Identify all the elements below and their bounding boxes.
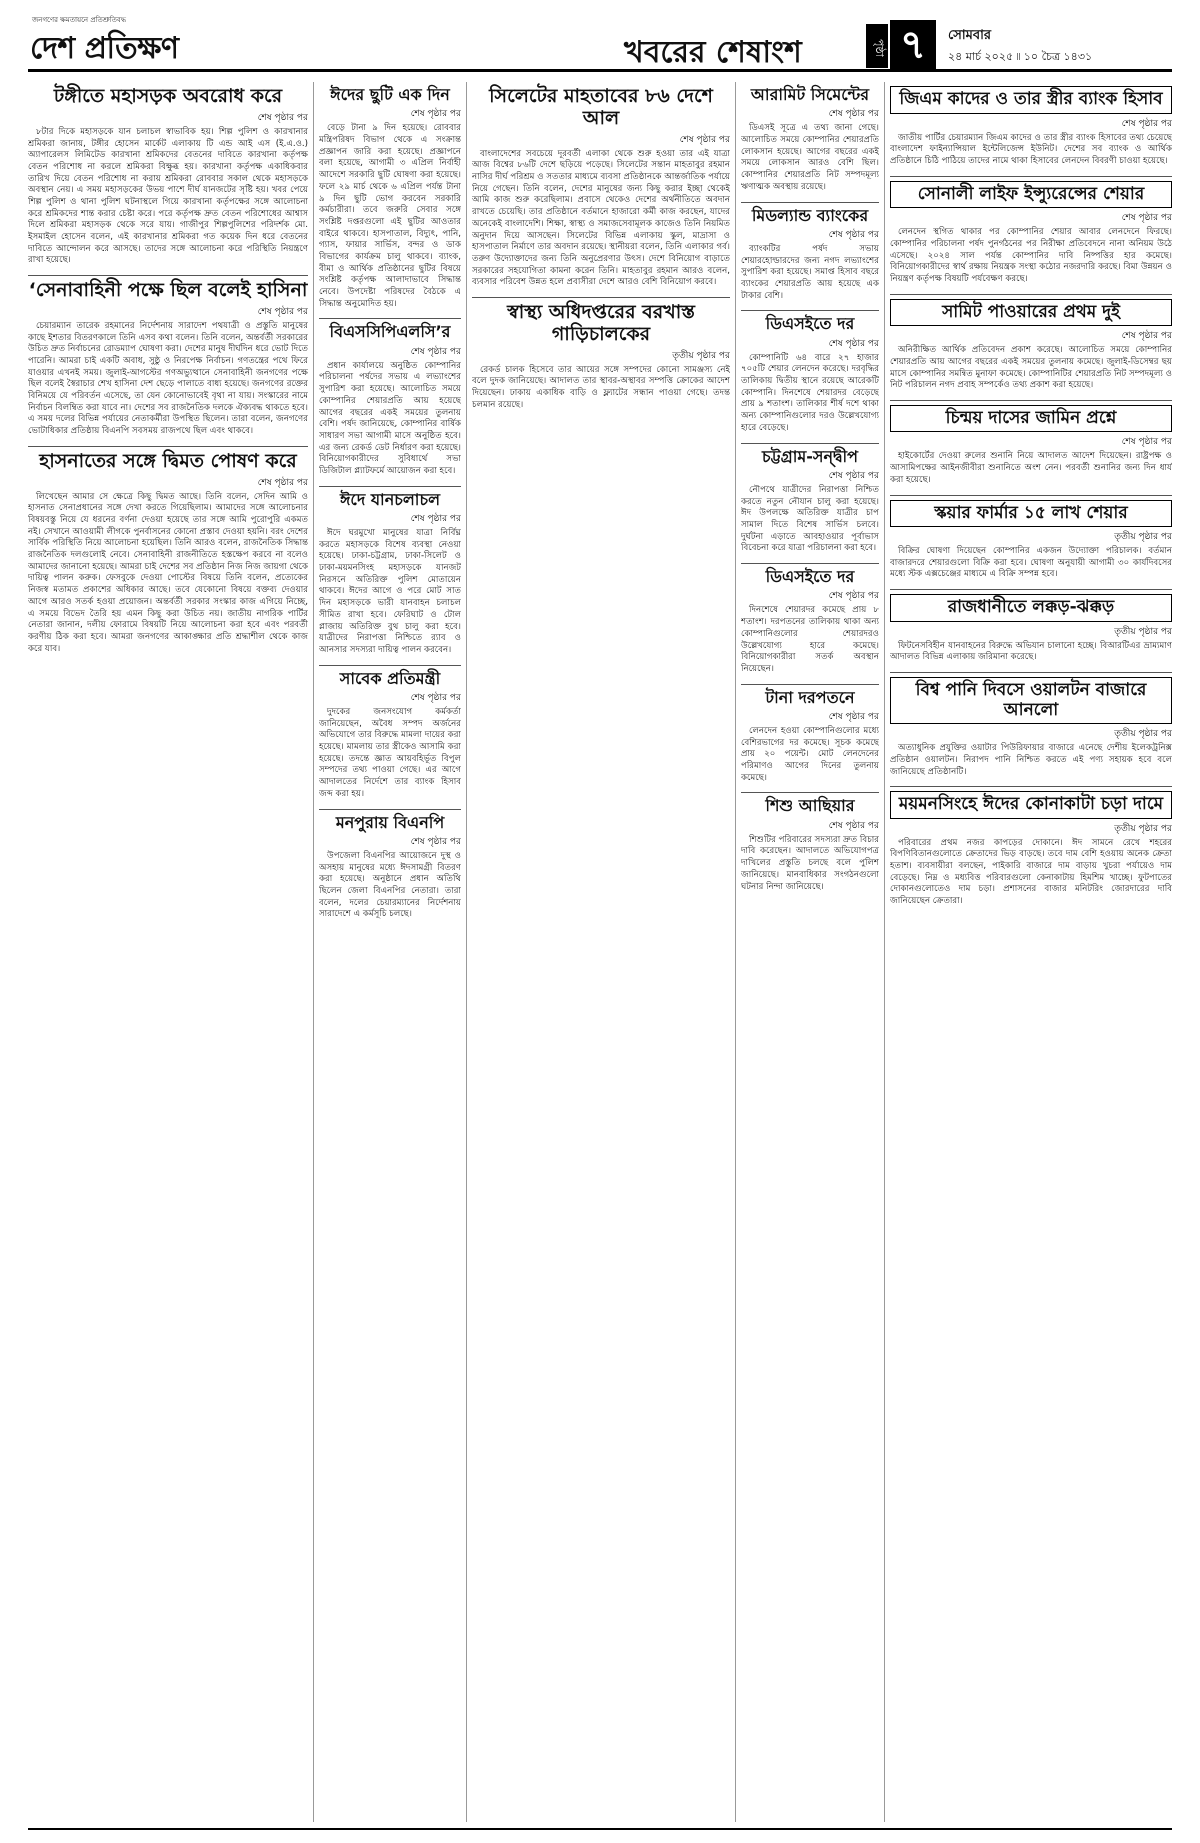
page-number: ৭ [890,20,936,70]
story-body [472,365,730,412]
footer-rule [28,1828,1172,1830]
story-body [319,361,461,478]
story-body [890,345,1172,392]
story-headline: সিলেটের মাহতাবের ৮৬ দেশে আল [489,85,713,129]
column-divider [735,82,736,1822]
story-divider [741,684,879,685]
news-story [890,181,1172,286]
news-story [28,86,308,267]
story-divider [890,176,1172,177]
story-headline: রাজধানীতে লক্কড়-ঝক্কড় [890,594,1172,622]
story-continuation: শেষ পৃষ্ঠার পর [410,346,461,357]
story-continuation: শেষ পৃষ্ঠার পর [1121,118,1172,129]
news-story [890,594,1172,664]
story-paragraph: অত্যাধুনিক প্রযুক্তির ওয়াটার পিউরিফায়ার বাজারে এনেছে দেশীয় ইলেকট্রনিক্স প্রতিষ্ঠান ওয়ালটন। নিরাপদ পানি নিশ্চিত করতে এই পণ্য সহায়ক হবে বলে জানিয়েছে প্রতিষ্ঠানটি। [890,743,1172,777]
story-divider [28,446,308,447]
story-continuation: শেষ পৃষ্ঠার পর [257,112,308,123]
story-body [741,726,879,784]
news-story [741,568,879,676]
story-paragraph: জাতীয় পার্টির চেয়ারম্যান জিএম কাদের ও তার স্ত্রীর ব্যাংক হিসাবের তথ্য চেয়েছে বাংলাদেশ ফাইন্যান্সিয়াল ইন্টেলিজেন্স ইউনিট। দেশের সব ব্যাংক ও আর্থিক প্রতিষ্ঠানে চিঠি পাঠিয়ে তাদের নামে থাকা হিসাবের লেনদেন বিবরণী চাওয়া হয়েছে। [890,132,1172,166]
story-body [741,485,879,555]
column-divider [884,82,885,1822]
story-divider [741,563,879,564]
story-divider [890,294,1172,295]
news-story [319,491,461,657]
story-body [28,127,308,267]
story-body [741,244,879,302]
news-story [890,677,1172,778]
story-body [741,605,879,675]
story-continuation: শেষ পৃষ্ঠার পর [410,514,461,525]
story-continuation: শেষ পৃষ্ঠার পর [828,109,879,120]
story-paragraph: ডিএসই সূত্রে এ তথ্য জানা গেছে। আলোচিত সময়ে কোম্পানির শেয়ারপ্রতি লোকসান হয়েছে। আগের বছরের একই সময়ে লোকসান আরও বেশি ছিল। কোম্পানির শেয়ারপ্রতি নিট সম্পদমূল্য ঋণাত্মক অবস্থায় রয়েছে। [741,123,879,192]
news-story [741,689,879,785]
story-continuation: শেষ পৃষ্ঠার পর [828,470,879,481]
news-story [890,405,1172,487]
story-headline: ঈদের ছুটি এক দিন [330,85,450,104]
story-paragraph: উপজেলা বিএনপির আয়োজনে দুস্থ ও অসহায় মানুষের মধ্যে ঈদসামগ্রী বিতরণ করা হয়েছে। অনুষ্ঠানে প্রধান অতিথি ছিলেন জেলা বিএনপির নেতারা। তারা বলেন, দলের চেয়ারম্যানের নির্দেশনায় সারাদেশে এ কর্মসূচি চলছে। [319,850,461,920]
story-divider [890,495,1172,496]
story-headline: স্বাস্থ্য অধিদপ্তরের বরখাস্ত গাড়িচালকের [507,300,695,345]
story-body [890,546,1172,581]
news-story [319,86,461,310]
story-headline: ‘সেনাবাহিনী পক্ষে ছিল বলেই হাসিনা [28,279,308,302]
story-headline: সাবেক প্রতিমন্ত্রী [339,668,441,688]
story-paragraph: লেনদেন হওয়া কোম্পানিগুলোর মধ্যে বেশিরভাগের দর কমেছে। সূচক কমেছে প্রায় ২০ পয়েন্ট। মোট লেনদেনের পরিমাণও আগের দিনের তুলনায় কমেছে। [741,725,879,783]
news-story [741,448,879,556]
news-story [28,280,308,438]
story-paragraph: নৌপথে যাত্রীদের নিরাপত্তা নিশ্চিত করতে নতুন নৌযান চালু করা হয়েছে। ঈদ উপলক্ষে অতিরিক্ত যাত্রীর চাপ সামাল দিতে বিশেষ সার্ভিস চলবে। দুর্ঘটনা এড়াতে আবহাওয়ার পূর্বাভাস বিবেচনা করে যাত্রা পরিচালনা করা হবে। [741,484,879,554]
story-paragraph: ৮টার দিকে মহাসড়কে যান চলাচল স্বাভাবিক হয়। শিল্প পুলিশ ও কারখানার শ্রমিকরা জানায়, টঙ্গীর হোসেন মার্কেট এলাকায় টি এন্ড আই এস (ই.এ.ও.) অ্যাপারেলস লিমিটেড কারখানা শ্রমিকদের বেতনের দাবিতে কারখানা কর্তৃপক্ষ বেতন পরিশোধ না করলে শ্রমিকরা বিক্ষুব্ধ হয়। কারখানা কর্তৃপক্ষ একাধিকবার তারিখ দিয়ে বেতন পরিশোধ না করায় শ্রমিকরা রোববার সকাল থেকে মহাসড়কে অবস্থান নেয়। এ সময় মহাসড়কের উভয় পাশে দীর্ঘ যানজটের সৃষ্টি হয়। খবর পেয়ে শিল্প পুলিশ ও থানা পুলিশ ঘটনাস্থলে গিয়ে কারখানা কর্তৃপক্ষের সঙ্গে আলোচনা করে শ্রমিকদের শান্ত করার চেষ্টা করে। পরে কর্তৃপক্ষ দ্রুত বেতন পরিশোধের আশ্বাস দিলে শ্রমিকরা মহাসড়ক থেকে সরে যায়। গাজীপুর শিল্পপুলিশের পরিদর্শক মো. ইসমাইল হোসেন বলেন, এই কারখানার শ্রমিকরা গত কয়েক দিন ধরে বেতনের দাবিতে আন্দোলন করে আসছে। তাদের সঙ্গে আলোচনা করে পরিস্থিতি নিয়ন্ত্রণে রাখা হয়েছে। [28,126,308,266]
story-continuation: শেষ পৃষ্ঠার পর [828,820,879,831]
story-paragraph: বাংলাদেশের সবচেয়ে দূরবর্তী এলাকা থেকে শুরু হওয়া তার এই যাত্রা আজ বিশ্বের ৮৬টি দেশে ছড়িয়ে পড়েছে। সিলেটের সন্তান মাহতাবুর রহমান নাসির দীর্ঘ পরিশ্রম ও সততার মাধ্যমে ব্যবসা প্রতিষ্ঠানকে আন্তর্জাতিক পর্যায়ে নিয়ে গেছেন। তিনি বলেন, দেশের মানুষের জন্য কিছু করার ইচ্ছা থেকেই আমি কাজ শুরু করেছিলাম। প্রবাসে থেকেও দেশের অর্থনীতিতে অবদান রাখতে চেয়েছি। তার প্রতিষ্ঠানে বর্তমানে হাজারো কর্মী কাজ করছেন, যাদের অনেকেই বাংলাদেশি। শিক্ষা, স্বাস্থ্য ও সমাজসেবামূলক কাজেও তিনি নিয়মিত অনুদান দিয়ে আসছেন। সিলেটের বিভিন্ন এলাকায় স্কুল, মাদ্রাসা ও হাসপাতাল নির্মাণে তার অবদান রয়েছে। স্থানীয়রা বলেন, তিনি এলাকার গর্ব। তরুণ উদ্যোক্তাদের জন্য তিনি অনুপ্রেরণার উৎস। দেশে বিনিয়োগ বাড়াতে সরকারের সহযোগিতা কামনা করেন তিনি। মাহতাবুর রহমান আরও বলেন, ব্যবসার পরিবেশ উন্নত হলে প্রবাসীরা দেশে আরও বেশি বিনিয়োগ করবে। [472,148,730,288]
story-continuation: শেষ পৃষ্ঠার পর [1121,437,1172,448]
story-headline: ঈদে যানচলাচল [339,489,440,509]
story-headline: চিন্ময় দাসের জামিন প্রশ্নে [890,405,1172,433]
story-divider [319,665,461,666]
news-story [741,86,879,194]
story-divider [319,318,461,319]
news-story [472,302,730,411]
story-divider [741,443,879,444]
news-story [28,451,308,655]
story-body [319,851,461,921]
story-body [890,451,1172,486]
story-continuation: শেষ পৃষ্ঠার পর [828,591,879,602]
story-body [741,835,879,893]
story-continuation: তৃতীয় পৃষ্ঠার পর [672,350,730,361]
story-divider [319,486,461,487]
story-body [28,321,308,438]
column-divider [466,82,467,1822]
story-body [890,743,1172,778]
news-story [319,814,461,922]
news-story [890,299,1172,392]
story-body [741,353,879,435]
story-continuation: শেষ পৃষ্ঠার পর [828,229,879,240]
news-story [741,797,879,893]
story-continuation: শেষ পৃষ্ঠার পর [828,338,879,349]
story-headline: টঙ্গীতে মহাসড়ক অবরোধ করে [53,85,283,107]
issue-day: সোমবার [948,28,992,43]
story-paragraph: চেয়ারম্যান তারেক রহমানের নির্দেশনায় সারাদেশ পথযাত্রী ও প্রস্তুতি মানুষের কাছে ইশতার বিতরণকালে তিনি এসব কথা বলেন। তিনি বলেন, অন্তর্বর্তী সরকারের উচিত দ্রুত নির্বাচনের রোডম্যাপ ঘোষণা করা। দেশের মানুষ দীর্ঘদিন ধরে ভোট দিতে পারেনি। আমরা চাই একটি অবাধ, সুষ্ঠু ও নিরপেক্ষ নির্বাচন। গণতন্ত্রের পথে ফিরে যাওয়ার এখনই সময়। জুলাই-আগস্টের গণঅভ্যুত্থানে সেনাবাহিনী জনগণের পক্ষে ছিল বলেই স্বৈরাচার শেখ হাসিনা দেশ ছেড়ে পালাতে বাধ্য হয়েছে। জনগণের রক্তের বিনিময়ে যে পরিবর্তন এসেছে, তা যেন কোনোভাবেই বৃথা না যায়। সংস্কারের নামে নির্বাচন বিলম্বিত করা যাবে না। দেশের সব রাজনৈতিক দলকে ঐক্যবদ্ধ থাকতে হবে। এ সময় দলের বিভিন্ন পর্যায়ের নেতাকর্মীরা উপস্থিত ছিলেন। তারা বলেন, জনগণের ভোটাধিকার প্রতিষ্ঠায় বিএনপি সবসময় রাজপথে ছিল এবং থাকবে। [28,320,308,437]
news-story [472,86,730,289]
story-paragraph: লেনদেন স্থগিত থাকার পর কোম্পানির শেয়ার আবার লেনদেনে ফিরছে। কোম্পানির পরিচালনা পর্ষদ পুনর্গঠনের পর নিরীক্ষা প্রতিবেদনে নানা অনিয়ম উঠে এসেছে। ২০২৪ সাল পর্যন্ত কোম্পানির দাবি নিষ্পত্তির হার কমেছে। বিনিয়োগকারীদের স্বার্থ রক্ষায় নিয়ন্ত্রক সংস্থা কঠোর নজরদারি করছে। বিমা উন্নয়ন ও নিয়ন্ত্রণ কর্তৃপক্ষ বিষয়টি পর্যবেক্ষণ করছে। [890,227,1172,284]
story-headline: ডিএসইতে দর [765,314,855,334]
story-continuation: শেষ পৃষ্ঠার পর [410,693,461,703]
story-body [890,133,1172,168]
column-divider [313,82,314,1822]
story-headline: বিশ্ব পানি দিবসে ওয়ালটন বাজারে আনলো [890,677,1172,724]
story-paragraph: অনিরীক্ষিত আর্থিক প্রতিবেদন প্রকাশ করেছে। আলোচিত সময়ে কোম্পানির শেয়ারপ্রতি আয় আগের বছরের একই সময়ের তুলনায় কমেছে। জুলাই-ডিসেম্বর ছয় মাসে কোম্পানির সমন্বিত মুনাফা কমেছে। কোম্পানিটির শেয়ারপ্রতি নিট সম্পদমূল্য ও নিট পরিচালন নগদ প্রবাহ সম্পর্কেও তথ্য প্রকাশ করা হয়েছে। [890,345,1172,391]
story-divider [472,297,730,298]
masthead-tagline: জনগণের ক্ষমতায়নে প্রতিশ্রুতিবদ্ধ [32,16,126,24]
story-paragraph: ঈদে ঘরমুখো মানুষের যাত্রা নির্বিঘ্ন করতে মহাসড়কে বিশেষ ব্যবস্থা নেওয়া হয়েছে। ঢাকা-চট্টগ্রাম, ঢাকা-সিলেট ও ঢাকা-ময়মনসিংহ মহাসড়কে যানজট নিরসনে অতিরিক্ত পুলিশ মোতায়েন থাকবে। ঈদের আগে ও পরে মোট সাত দিন মহাসড়কে ভারী যানবাহন চলাচল সীমিত রাখা হবে। ফেরিঘাট ও টোল প্লাজায় অতিরিক্ত বুথ চালু করা হবে। যাত্রীদের নিরাপত্তা নিশ্চিতে র‍্যাব ও আনসার সদস্যরা দায়িত্ব পালন করবেন। [319,528,461,655]
story-divider [741,202,879,203]
story-paragraph: রেকর্ড চালক হিসেবে তার আয়ের সঙ্গে সম্পদের কোনো সামঞ্জস্য নেই বলে দুদক জানিয়েছে। আদালত তার স্থাবর-অস্থাবর সম্পত্তি ক্রোকের আদেশ দিয়েছেন। ঢাকায় একাধিক বাড়ি ও ফ্ল্যাটের সন্ধান পাওয়া গেছে। তদন্ত চলমান রয়েছে। [472,364,730,410]
story-continuation: শেষ পৃষ্ঠার পর [410,109,461,120]
story-headline: শিশু আছিয়ার [765,796,855,816]
story-body [741,123,879,193]
masthead [28,14,1172,72]
story-divider [319,809,461,810]
story-divider [28,275,308,276]
story-body [28,492,308,656]
story-headline: ডিএসইতে দর [765,567,855,587]
story-body [890,227,1172,285]
column-1 [28,82,308,1822]
column-2 [319,82,461,1822]
story-continuation: শেষ পৃষ্ঠার পর [1121,331,1172,342]
news-story [890,500,1172,582]
news-story [741,315,879,434]
story-continuation: শেষ পৃষ্ঠার পর [679,134,730,145]
story-paragraph: কোম্পানিটি ৬৪ বারে ২৭ হাজার ৭০৫টি শেয়ার লেনদেন করেছে। দরবৃদ্ধির তালিকায় দ্বিতীয় স্থানে রয়েছে আরেকটি কোম্পানি। দিনশেষে শেয়ারদর বেড়েছে প্রায় ৯ শতাংশ। তালিকার শীর্ষ দশে থাকা অন্য কোম্পানিগুলোর দরও উল্লেখযোগ্য হারে বেড়েছে। [741,352,879,433]
story-headline: মনপুরায় বিএনপি [335,812,445,832]
story-continuation: তৃতীয় পৃষ্ঠার পর [1114,823,1172,834]
issue-date: ২৪ মার্চ ২০২৫ ৷৷ ১০ চৈত্র ১৪৩১ [948,50,1093,63]
story-body [472,149,730,289]
story-body [319,707,461,801]
story-continuation: শেষ পৃষ্ঠার পর [257,306,308,317]
story-continuation: শেষ পৃষ্ঠার পর [410,836,461,847]
news-story [741,207,879,303]
story-body [890,641,1172,664]
story-divider [741,792,879,793]
story-paragraph: শিশুটির পরিবারের সদস্যরা দ্রুত বিচার দাবি করেছেন। আদালতে অভিযোগপত্র দাখিলের প্রস্তুতি চলছে বলে পুলিশ জানিয়েছে। মানবাধিকার সংগঠনগুলো ঘটনার নিন্দা জানিয়েছে। [741,834,879,892]
news-story [319,323,461,477]
story-headline: সামিট পাওয়ারের প্রথম দুই [890,299,1172,327]
story-paragraph: লিখেছেন আমার সে ক্ষেত্রে কিছু দ্বিমত আছে। তিনি বলেন, সেদিন আমি ও হাসনাত সেনাপ্রধানের সঙ্গে দেখা করতে গিয়েছিলাম। আমাদের সঙ্গে আলোচনার বিষয়বস্তু নিয়ে যে ধরনের বর্ণনা দেওয়া হয়েছে তার সঙ্গে আমি পুরোপুরি একমত নই। সেখানে আওয়ামী লীগকে পুনর্বাসনের কোনো প্রস্তাব দেওয়া হয়নি। বরং দেশের সার্বিক পরিস্থিতি নিয়ে আলোচনা হয়েছিল। তিনি আরও বলেন, রাজনৈতিক সিদ্ধান্ত রাজনৈতিক দলগুলোই নেবে। সেনাবাহিনী রাজনীতিতে হস্তক্ষেপ করবে না বলেও আমাদের জানানো হয়েছে। আমরা চাই দেশের সব প্রতিষ্ঠান নিজ নিজ জায়গা থেকে দায়িত্ব পালন করুক। ফেসবুকে দেওয়া পোস্টের বিষয়ে তিনি বলেন, প্রত্যেকের নিজস্ব মতামত প্রকাশের অধিকার আছে। তবে যেকোনো বিষয়ে বক্তব্য দেওয়ার আগে আরও সতর্ক হওয়া প্রয়োজন। অন্তর্বর্তী সরকার সংস্কার কাজ এগিয়ে নিচ্ছে, এ সময়ে বিভেদ তৈরি হয় এমন কিছু করা উচিত নয়। জাতীয় নাগরিক পার্টির নেতারা জানান, দলীয় ফোরামে বিষয়টি নিয়ে আলোচনা করা হবে এবং পরবর্তী করণীয় ঠিক করা হবে। আমরা জনগণের আকাঙ্ক্ষার প্রতি শ্রদ্ধাশীল থেকে কাজ করে যাব। [28,491,308,654]
story-headline: ময়মনসিংহে ঈদের কোনাকাটা চড়া দামে [890,791,1172,819]
story-headline: টানা দরপতনে [765,687,855,707]
column-4 [741,82,879,1822]
story-headline: হাসনাতের সঙ্গে দ্বিমত পোষণ করে [39,449,297,472]
story-divider [890,589,1172,590]
news-story [890,86,1172,168]
story-paragraph: হাইকোর্টের দেওয়া রুলের শুনানি নিয়ে আদালত আদেশ দিয়েছেন। রাষ্ট্রপক্ষ ও আসামিপক্ষের আইনজীবীরা শুনানিতে অংশ নেন। পরবর্তী শুনানির জন্য দিন ধার্য করা হয়েছে। [890,451,1172,485]
story-continuation: শেষ পৃষ্ঠার পর [257,477,308,488]
story-headline: জিএম কাদের ও তার স্ত্রীর ব্যাংক হিসাব [890,86,1172,114]
news-story [890,791,1172,908]
story-paragraph: পরিবারের প্রথম নজর কাপড়ের দোকানে। ঈদ সামনে রেখে শহরের বিপণিবিতানগুলোতে ক্রেতাদের ভিড় বাড়ছে। তবে দাম বেশি হওয়ায় অনেক ক্রেতা হতাশ। ব্যবসায়ীরা বলছেন, পাইকারি বাজারে দাম বাড়ায় খুচরা পর্যায়েও দাম বেড়েছে। নিম্ন ও মধ্যবিত্ত পরিবারগুলো কেনাকাটায় হিমশিম খাচ্ছে। ফুটপাতের দোকানগুলোতেও দাম চড়া। প্রশাসনের বাজার মনিটরিং জোরদারের দাবি জানিয়েছেন ক্রেতারা। [890,837,1172,907]
story-divider [890,672,1172,673]
page-label: পৃষ্ঠা [866,24,888,68]
section-title: খবরের শেষাংশ [624,35,802,70]
story-continuation: তৃতীয় পৃষ্ঠার পর [1114,626,1172,637]
story-divider [890,400,1172,401]
story-continuation: তৃতীয় পৃষ্ঠার পর [1114,532,1172,543]
story-headline: মিডল্যান্ড ব্যাংকের [751,205,869,225]
story-paragraph: বেড়ে টানা ৯ দিন হয়েছে। রোববার মন্ত্রিপরিষদ বিভাগ থেকে এ সংক্রান্ত প্রজ্ঞাপন জারি করা হয়েছে। প্রজ্ঞাপনে বলা হয়েছে, আগামী ৩ এপ্রিল নির্বাহী আদেশে সরকারি ছুটি ঘোষণা করা হয়েছে। ফলে ২৯ মার্চ থেকে ৬ এপ্রিল পর্যন্ত টানা ৯ দিন ছুটি ভোগ করবেন সরকারি কর্মচারীরা। তবে জরুরি সেবার সঙ্গে সংশ্লিষ্ট দপ্তরগুলো এই ছুটির আওতার বাইরে থাকবে। হাসপাতাল, বিদ্যুৎ, পানি, গ্যাস, ফায়ার সার্ভিস, বন্দর ও ডাক বিভাগের কার্যক্রম চালু থাকবে। ব্যাংক, বীমা ও আর্থিক প্রতিষ্ঠানের ছুটির বিষয়ে সংশ্লিষ্ট কর্তৃপক্ষ আলাদাভাবে সিদ্ধান্ত নেবে। উপদেষ্টা পরিষদের বৈঠকে এ সিদ্ধান্ত অনুমোদিত হয়। [319,123,461,309]
newspaper-logo: দেশ প্রতিক্ষণ [30,31,179,66]
story-continuation: তৃতীয় পৃষ্ঠার পর [1114,729,1172,740]
story-headline: চট্টগ্রাম-সন্দ্বীপ [762,446,858,466]
story-body [319,123,461,310]
column-5 [890,82,1172,1822]
column-3 [472,82,730,1822]
story-continuation: শেষ পৃষ্ঠার পর [828,711,879,722]
story-body [890,838,1172,908]
story-body [319,528,461,657]
story-divider [890,786,1172,787]
story-headline: সোনালী লাইফ ইন্স্যুরেন্সের শেয়ার [890,181,1172,209]
story-paragraph: দিনশেষে শেয়ারদর কমেছে প্রায় ৮ শতাংশ। দরপতনের তালিকায় থাকা অন্য কোম্পানিগুলোর শেয়ারদরও উল্লেখযোগ্য হারে কমেছে। বিনিয়োগকারীরা সতর্ক অবস্থান নিয়েছেন। [741,605,879,674]
news-story [319,670,461,801]
story-divider [741,310,879,311]
story-headline: আরামিট সিমেন্টের [750,85,870,104]
story-paragraph: ফিটনেসবিহীন যানবাহনের বিরুদ্ধে অভিযান চালানো হচ্ছে। বিআরটিএর ভ্রাম্যমাণ আদালত বিভিন্ন এলাকায় জরিমানা করেছে। [890,640,1172,663]
story-paragraph: ব্যাংকটির পর্ষদ সভায় শেয়ারহোল্ডারদের জন্য নগদ লভ্যাংশের সুপারিশ করা হয়েছে। সমাপ্ত হিসাব বছরে ব্যাংকের শেয়ারপ্রতি আয় হয়েছে এক টাকার বেশি। [741,243,879,301]
story-headline: স্কয়ার ফার্মার ১৫ লাখ শেয়ার [890,500,1172,528]
story-headline: বিএসসিপিএলসি’র [329,322,451,342]
story-continuation: শেষ পৃষ্ঠার পর [1121,213,1172,224]
story-paragraph: বিক্রির ঘোষণা দিয়েছেন কোম্পানির একজন উদ্যোক্তা পরিচালক। বর্তমান বাজারদরে শেয়ারগুলো বিক্রি করা হবে। ঘোষণা অনুযায়ী আগামী ৩০ কার্যদিবসের মধ্যে স্টক এক্সচেঞ্জের মাধ্যমে এ বিক্রি সম্পন্ন হবে। [890,546,1172,580]
story-paragraph: দুদকের জনসংযোগ কর্মকর্তা জানিয়েছেন, অবৈধ সম্পদ অর্জনের অভিযোগে তার বিরুদ্ধে মামলা দায়ের করা হয়েছে। মামলায় তার স্ত্রীকেও আসামি করা হয়েছে। তদন্তে জ্ঞাত আয়বহির্ভূত বিপুল সম্পদের তথ্য পাওয়া গেছে। এর আগে আদালতের নির্দেশে তার ব্যাংক হিসাব জব্দ করা হয়। [319,707,461,799]
story-paragraph: প্রধান কার্যালয়ে অনুষ্ঠিত কোম্পানির পরিচালনা পর্ষদের সভায় এ লভ্যাংশের সুপারিশ করা হয়েছে। আলোচিত সময়ে কোম্পানির শেয়ারপ্রতি আয় হয়েছে আগের বছরের একই সময়ের তুলনায় বেশি। পর্ষদ জানিয়েছে, কোম্পানির বার্ষিক সাধারণ সভা আগামী মাসে অনুষ্ঠিত হবে। এর জন্য রেকর্ড ডেট নির্ধারণ করা হয়েছে। বিনিয়োগকারীদের সুবিধার্থে সভা ডিজিটাল প্ল্যাটফর্মে আয়োজন করা হবে। [319,360,461,476]
